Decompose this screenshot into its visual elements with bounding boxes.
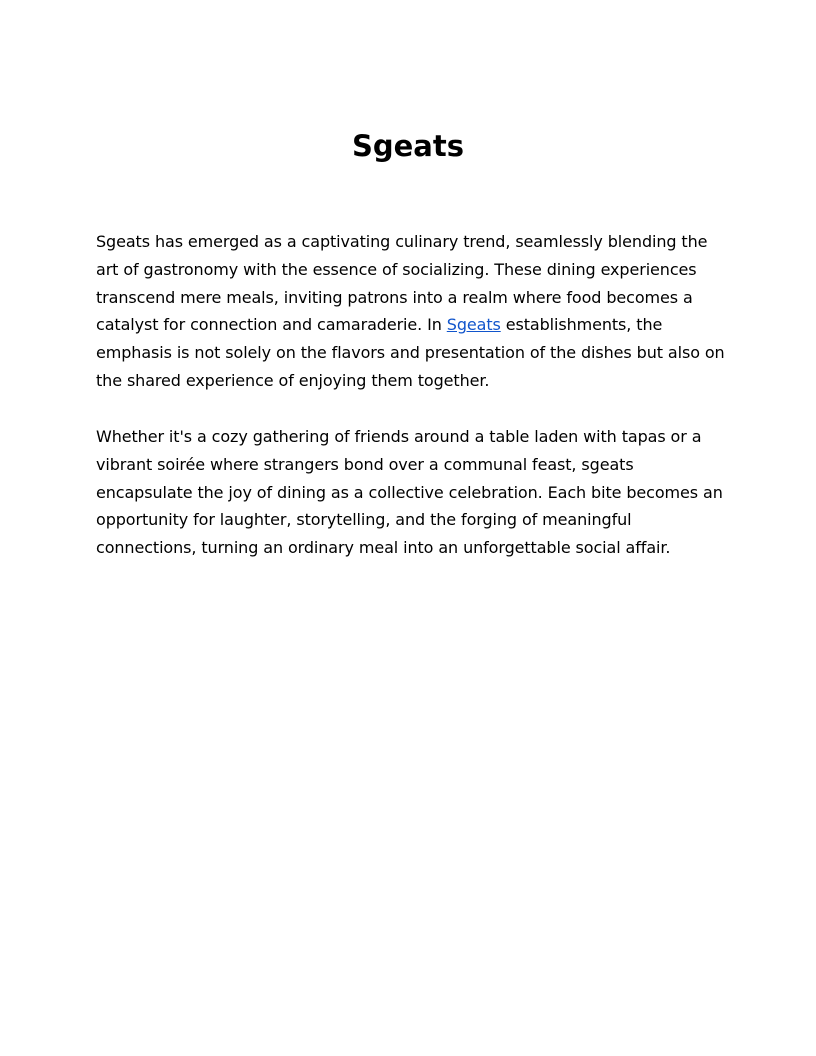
paragraph-1-text-end: establishments, the emphasis is not solely on the flavors and presentation of the dishes but also on the shared experience of enjoying them together. — [96, 315, 725, 390]
sgeats-link[interactable]: Sgeats — [446, 315, 501, 335]
paragraph-1-text-start: Sgeats has emerged as a captivating culinary trend, seamlessly blending the art of gastronomy with the essence of socializing. These dining experiences transcend mere meals, inviting patrons into a realm where food becomes a catalyst for connection and camaraderie. In — [96, 232, 708, 335]
document-title: Sgeats — [351, 129, 464, 163]
paragraph-2: Whether it's a cozy gathering of friends around a table laden with tapas or a vibrant soirée where strangers bond over a communal feast, sgeats encapsulate the joy of dining as a collective celebration. Each bite becomes an opportunity for laughter, storytelling, and the forging of meaningful connections, turning an ordinary meal into an unforgettable social affair. — [96, 427, 723, 558]
paragraph-1 — [96, 228, 726, 395]
